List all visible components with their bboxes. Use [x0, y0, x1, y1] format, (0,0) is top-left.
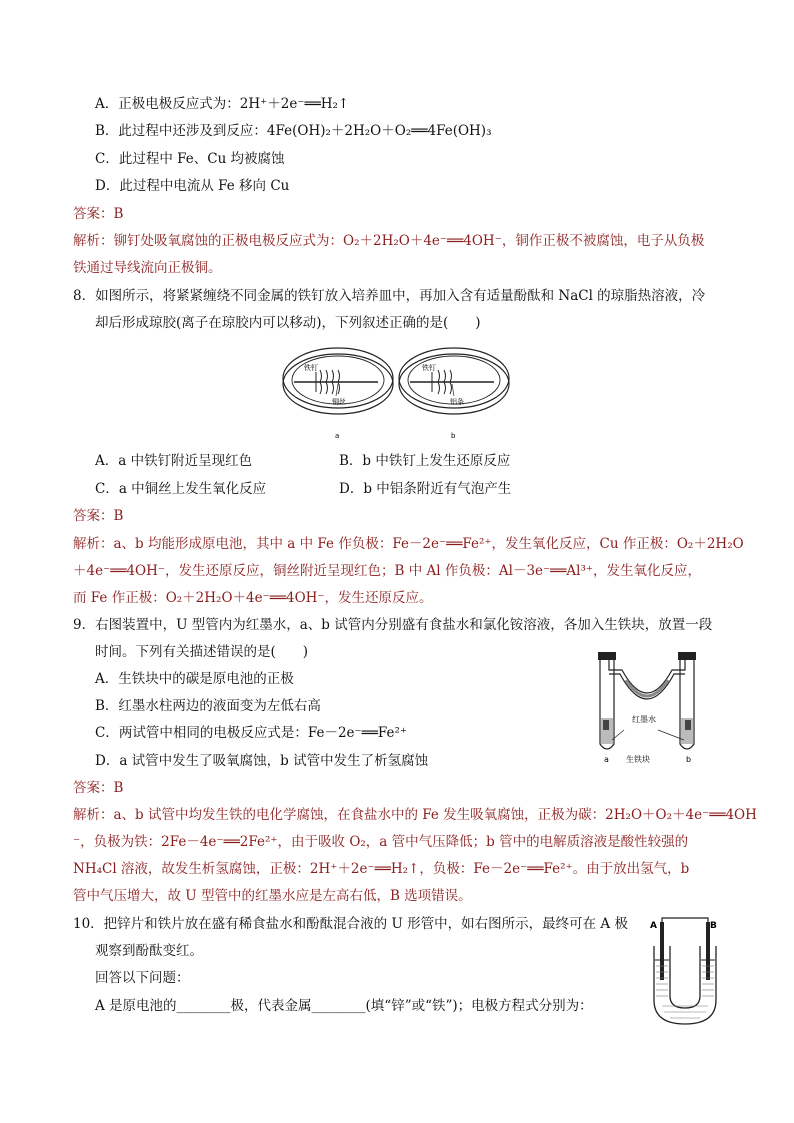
q10-electrode-b-label: B [710, 921, 717, 931]
q9-stem-line-2: 时间。下列有关描述错误的是( ) [95, 644, 309, 660]
q7-option-d: D．此过程中电流从 Fe 移向 Cu [95, 178, 290, 194]
q9-tube-a-label: a [604, 755, 609, 764]
q8-answer: 答案：B [73, 508, 124, 524]
q8-stem-line-2: 却后形成琼胶(离子在琼胶内可以移动)，下列叙述正确的是( ) [95, 315, 481, 331]
q10-stem-line-4: A 是原电池的________极，代表金属________(填“锌”或“铁”)；电极方程式分别为： [95, 998, 593, 1014]
q10-stem-line-2: 观察到酚酞变红。 [95, 943, 203, 959]
q8-stem-line-1: 8．如图所示，将紧紧缠绕不同金属的铁钉放入培养皿中，再加入含有适量酚酞和 NaCl 的琼脂热溶液，冷 [73, 288, 706, 304]
q8-analysis-line-3: 而 Fe 作正极：O₂＋2H₂O＋4e⁻══4OH⁻，发生还原反应。 [73, 590, 433, 606]
q9-option-b: B．红墨水柱两边的液面变为左低右高 [95, 698, 321, 714]
q9-tube-b-label: b [686, 755, 692, 764]
dish-b [399, 348, 509, 440]
q10-electrode-a-label: A [650, 921, 657, 931]
q10-stem-line-3: 回答以下问题： [95, 970, 190, 986]
q8-analysis-line-2: ＋4e⁻══4OH⁻，发生还原反应，铜丝附近呈现红色；B 中 Al 作负极：Al－3e⁻══Al³⁺，发生氧化反应， [73, 563, 702, 579]
q8-option-b: B．b 中铁钉上发生还原反应 [339, 453, 511, 469]
q10-stem-line-1: 10．把锌片和铁片放在盛有稀食盐水和酚酞混合液的 U 形管中，如右图所示，最终可在 A 极 [73, 916, 628, 932]
q9-u-tube-figure [592, 648, 704, 768]
q7-answer: 答案：B [73, 206, 124, 222]
q9-analysis-line-2: ⁻，负极为铁：2Fe－4e⁻══2Fe²⁺，由于吸收 O₂，a 管中气压降低；b 管中的电解质溶液是酸性较强的 [73, 834, 689, 850]
dish-a-wire-label: 铜丝 [332, 398, 346, 406]
q9-analysis-line-3: NH₄Cl 溶液，故发生析氢腐蚀，正极：2H⁺＋2e⁻══H₂↑，负极：Fe－2e⁻══Fe²⁺。由于放出氢气，b [73, 861, 690, 877]
q9-analysis-line-4: 管中气压增大，故 U 型管中的红墨水应是左高右低，B 选项错误。 [73, 888, 472, 904]
q8-petri-dish-figure [280, 340, 510, 445]
dish-a-label: a [335, 432, 340, 440]
dish-a [283, 348, 393, 440]
q9-ink-label: 红墨水 [632, 715, 656, 724]
q7-analysis-line-1: 解析：铆钉处吸氧腐蚀的正极电极反应式为：O₂＋2H₂O＋4e⁻══4OH⁻，铜作正极不被腐蚀，电子从负极 [73, 233, 705, 249]
dish-b-wire-label: 铝条 [450, 398, 464, 406]
q9-analysis-line-1: 解析：a、b 试管中均发生铁的电化学腐蚀，在食盐水中的 Fe 发生吸氧腐蚀，正极为碳：2H₂O＋O₂＋4e⁻══4OH [73, 807, 757, 823]
dish-b-nail-label: 铁钉 [422, 364, 436, 372]
dish-a-nail-label: 铁钉 [304, 364, 318, 372]
dish-b-label: b [451, 432, 456, 440]
q7-option-c: C．此过程中 Fe、Cu 均被腐蚀 [95, 151, 285, 167]
q7-analysis-line-2: 铁通过导线流向正极铜。 [73, 260, 222, 276]
q8-option-d: D．b 中铝条附近有气泡产生 [339, 481, 512, 497]
q7-option-a: A．正极电极反应式为：2H⁺＋2e⁻══H₂↑ [95, 96, 350, 112]
q9-iron-label: 生铁块 [626, 755, 650, 764]
q9-option-d: D．a 试管中发生了吸氧腐蚀，b 试管中发生了析氢腐蚀 [95, 753, 429, 769]
q7-option-b: B．此过程中还涉及到反应：4Fe(OH)₂＋2H₂O＋O₂══4Fe(OH)₃ [95, 123, 492, 139]
q8-option-a: A．a 中铁钉附近呈现红色 [95, 453, 253, 469]
q9-option-a: A．生铁块中的碳是原电池的正极 [95, 671, 294, 687]
q9-stem-line-1: 9．右图装置中，U 型管内为红墨水，a、b 试管内分别盛有食盐水和氯化铵溶液，各加入生铁块，放置一段 [73, 617, 713, 633]
q9-option-c: C．两试管中相同的电极反应式是：Fe－2e⁻══Fe²⁺ [95, 725, 408, 741]
q10-u-tube-figure [648, 916, 724, 1030]
q8-analysis-line-1: 解析：a、b 均能形成原电池，其中 a 中 Fe 作负极：Fe－2e⁻══Fe²⁺，发生氧化反应，Cu 作正极：O₂＋2H₂O [73, 536, 744, 552]
q9-answer: 答案：B [73, 780, 124, 796]
q8-option-c: C．a 中铜丝上发生氧化反应 [95, 481, 267, 497]
